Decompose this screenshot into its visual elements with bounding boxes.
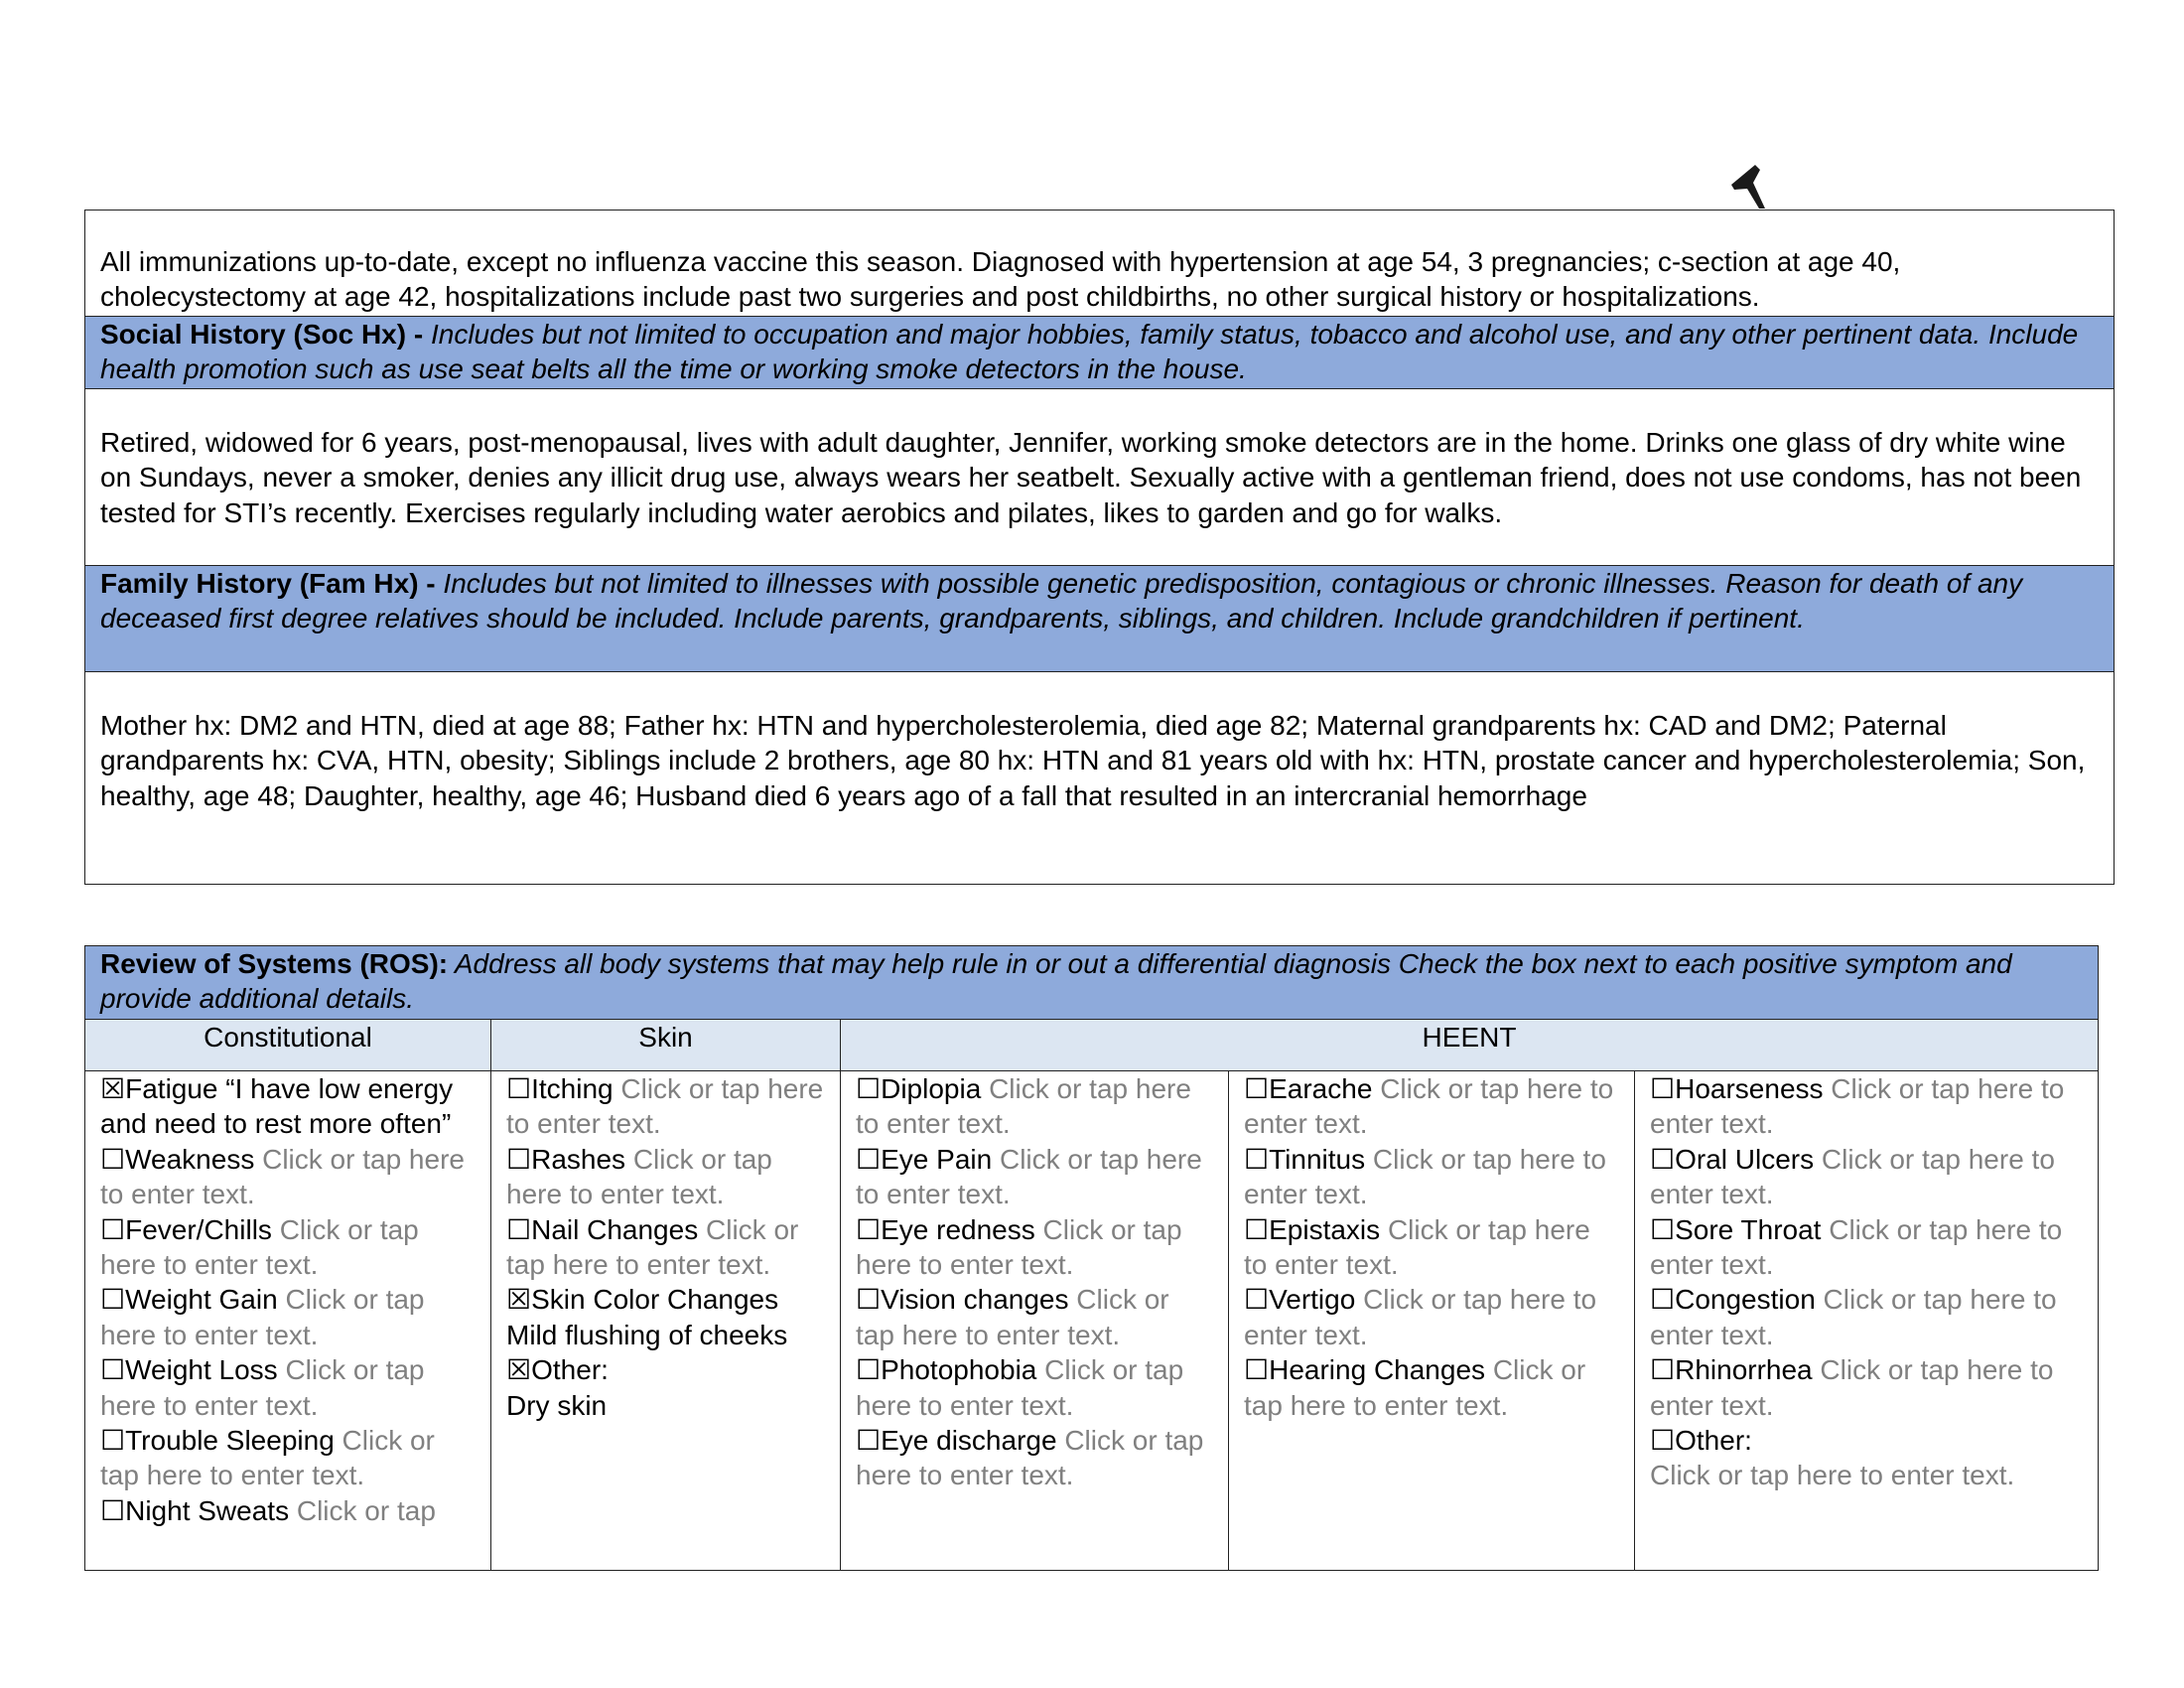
detail-input-placeholder[interactable]: Click or tap here to enter text.	[856, 1284, 1169, 1350]
detail-input-placeholder[interactable]: Click or tap here to enter text.	[100, 1354, 425, 1421]
ros-item	[1650, 1142, 2083, 1212]
ros-item	[100, 1142, 476, 1212]
ros-item	[1244, 1071, 1619, 1142]
symptom-label: Oral Ulcers	[1675, 1143, 1815, 1175]
detail-input-placeholder[interactable]: Click or tap here to enter text.	[1650, 1143, 2055, 1210]
unchecked-checkbox[interactable]: ☐	[1650, 1213, 1676, 1245]
ros-column-heent-eyes	[841, 1071, 1229, 1570]
symptom-label: Tinnitus	[1269, 1143, 1366, 1175]
ros-column-constitutional	[85, 1071, 491, 1570]
unchecked-checkbox[interactable]: ☐	[506, 1143, 532, 1175]
header-constitutional: Constitutional	[85, 1020, 491, 1071]
ros-item	[1244, 1212, 1619, 1283]
ros-title: Review of Systems (ROS):	[100, 948, 449, 979]
symptom-label: Night Sweats	[125, 1494, 290, 1526]
symptom-label: Congestion	[1675, 1284, 1816, 1316]
ros-item	[856, 1142, 1213, 1212]
family-history-header	[85, 565, 2114, 672]
unchecked-checkbox[interactable]: ☐	[1650, 1354, 1676, 1386]
ros-item	[1244, 1282, 1619, 1352]
unchecked-checkbox[interactable]: ☐	[1244, 1284, 1270, 1316]
symptom-detail[interactable]: Dry skin	[506, 1389, 608, 1421]
detail-input-placeholder[interactable]: Click or tap here to enter text.	[1650, 1284, 2057, 1350]
ros-column-heent-ears-nose	[1229, 1071, 1635, 1570]
symptom-label: Skin Color Changes	[531, 1284, 779, 1316]
family-history-instructions: Includes but not limited to illnesses with possible genetic predisposition, contagious or chronic illnesses. Reason for death of any deceased first degree relatives should be included. Include parents, grandparents, siblings, and children. Include grandchildren if pertinent.	[100, 568, 2023, 634]
unchecked-checkbox[interactable]: ☐	[856, 1073, 882, 1104]
detail-input-placeholder[interactable]: Click or tap here to enter text.	[1244, 1284, 1597, 1350]
ros-item	[1650, 1212, 2083, 1283]
header-skin: Skin	[491, 1020, 841, 1071]
symptom-label: Diplopia	[881, 1073, 982, 1104]
symptom-label: Fatigue “I have low energy and need to rest more often”	[100, 1073, 454, 1140]
unchecked-checkbox[interactable]: ☐	[1650, 1284, 1676, 1316]
ros-item	[506, 1352, 825, 1423]
ros-item	[506, 1142, 825, 1212]
symptom-label: Weight Gain	[125, 1284, 278, 1316]
unchecked-checkbox[interactable]: ☐	[100, 1425, 126, 1457]
symptom-label: Earache	[1269, 1073, 1373, 1104]
ros-item	[1650, 1352, 2083, 1423]
detail-input-placeholder[interactable]: Click or tap here to enter text.	[1244, 1213, 1590, 1281]
immunization-history-cell[interactable]	[85, 211, 2114, 317]
unchecked-checkbox[interactable]: ☐	[1244, 1143, 1270, 1175]
unchecked-checkbox[interactable]: ☐	[1244, 1213, 1270, 1245]
ros-item	[856, 1352, 1213, 1423]
detail-input-placeholder[interactable]: Click or tap here to enter text.	[506, 1073, 824, 1140]
unchecked-checkbox[interactable]: ☐	[100, 1143, 126, 1175]
ros-item	[100, 1071, 476, 1142]
symptom-label: Sore Throat	[1675, 1213, 1822, 1245]
review-of-systems-table	[84, 945, 2099, 1571]
symptom-label: Rashes	[531, 1143, 626, 1175]
ros-item	[856, 1423, 1213, 1493]
unchecked-checkbox[interactable]: ☐	[100, 1354, 126, 1386]
ros-item	[506, 1212, 825, 1283]
social-history-instructions: Includes but not limited to occupation and major hobbies, family status, tobacco and alcohol use, and any other pertinent data. Include health promotion such as use seat belts all the time or working smoke detectors in the house.	[100, 319, 2079, 385]
detail-input-placeholder[interactable]: Click or tap	[296, 1494, 436, 1526]
family-history-title: Family History (Fam Hx) -	[100, 568, 436, 599]
social-history-title: Social History (Soc Hx) -	[100, 319, 424, 350]
family-history-cell[interactable]	[85, 672, 2114, 884]
unchecked-checkbox[interactable]: ☐	[100, 1284, 126, 1316]
ros-item	[100, 1212, 476, 1283]
detail-input-placeholder[interactable]: Click or tap here to enter text.	[1650, 1460, 2015, 1491]
ros-column-skin	[491, 1071, 841, 1570]
symptom-label: Hoarseness	[1675, 1073, 1824, 1104]
symptom-label: Fever/Chills	[125, 1213, 272, 1245]
symptom-label: Hearing Changes	[1269, 1354, 1486, 1386]
symptom-label: Other:	[531, 1354, 609, 1386]
ros-item	[1244, 1142, 1619, 1212]
social-history-text: Retired, widowed for 6 years, post-menopausal, lives with adult daughter, Jennifer, working smoke detectors are in the home. Drinks one glass of dry white wine on Sundays, never a smoker, denies any illicit drug use, always wears her seatbelt. Sexually active with a gentleman friend, does not use condoms, has not been tested for STI’s recently. Exercises regularly including water aerobics and pilates, likes to garden and go for walks.	[100, 427, 2082, 528]
symptom-label: Weakness	[125, 1143, 255, 1175]
detail-input-placeholder[interactable]: Click or tap here to enter text.	[506, 1143, 772, 1210]
detail-input-placeholder[interactable]: Click or tap here to enter text.	[1244, 1143, 1606, 1210]
ros-item	[856, 1071, 1213, 1142]
ros-item	[100, 1423, 476, 1493]
symptom-label: Weight Loss	[125, 1354, 278, 1386]
family-history-text: Mother hx: DM2 and HTN, died at age 88; Father hx: HTN and hypercholesterolemia, died age 82; Maternal grandparents hx: CAD and DM2; Paternal grandparents hx: CVA, HTN, obesity; Siblings include 2 brothers, age 80 hx: HTN and 81 years old with hx: HTN, prostate cancer and hypercholesterolemia; Son, healthy, age 48; Daughter, healthy, age 46; Husband died 6 years ago of a fall that resulted in an intercranial hemorrhage	[100, 710, 2086, 811]
ros-item	[100, 1493, 476, 1528]
history-table	[84, 210, 2115, 885]
ros-column-heent-throat	[1635, 1071, 2098, 1570]
unchecked-checkbox[interactable]: ☐	[1650, 1073, 1676, 1104]
unchecked-checkbox[interactable]: ☐	[856, 1354, 882, 1386]
unchecked-checkbox[interactable]: ☐	[1244, 1073, 1270, 1104]
symptom-label: Photophobia	[881, 1354, 1037, 1386]
detail-input-placeholder[interactable]: Click or tap here to enter text.	[856, 1073, 1191, 1140]
ros-item	[506, 1282, 825, 1352]
symptom-label: Eye discharge	[881, 1425, 1057, 1457]
checked-checkbox[interactable]: ☒	[100, 1073, 126, 1104]
detail-input-placeholder[interactable]: Click or tap here to enter text.	[100, 1284, 425, 1350]
detail-input-placeholder[interactable]: Click or tap here to enter text.	[1650, 1073, 2065, 1140]
symptom-label: Rhinorrhea	[1675, 1354, 1813, 1386]
detail-input-placeholder[interactable]: Click or tap here to enter text.	[856, 1425, 1204, 1491]
detail-input-placeholder[interactable]: Click or tap here to enter text.	[100, 1213, 419, 1281]
detail-input-placeholder[interactable]: Click or tap here to enter text.	[856, 1213, 1182, 1281]
unchecked-checkbox[interactable]: ☐	[1650, 1425, 1676, 1457]
ros-item	[856, 1212, 1213, 1283]
ros-instructions: Address all body systems that may help rule in or out a differential diagnosis Check the box next to each positive symptom and provide additional details.	[100, 948, 2012, 1015]
unchecked-checkbox[interactable]: ☐	[856, 1284, 882, 1316]
detail-input-placeholder[interactable]: Click or tap here to enter text.	[100, 1425, 435, 1491]
ros-item	[1650, 1423, 2083, 1493]
symptom-detail[interactable]: Mild flushing of cheeks	[506, 1319, 788, 1350]
symptom-label: Other:	[1675, 1425, 1752, 1457]
header-heent: HEENT	[841, 1020, 2098, 1071]
unchecked-checkbox[interactable]: ☐	[1650, 1143, 1676, 1175]
symptom-label: Epistaxis	[1269, 1213, 1381, 1245]
checked-checkbox[interactable]: ☒	[506, 1354, 532, 1386]
ros-header	[85, 946, 2098, 1020]
social-history-cell[interactable]	[85, 389, 2114, 566]
detail-input-placeholder[interactable]: Click or tap here to enter text.	[1244, 1354, 1586, 1421]
immunization-text: All immunizations up-to-date, except no influenza vaccine this season. Diagnosed with hypertension at age 54, 3 pregnancies; c-section at age 40, cholecystectomy at age 42, hospitalizations include past two surgeries and post childbirths, no other surgical history or hospitalizations.	[100, 246, 1901, 313]
symptom-label: Vision changes	[881, 1284, 1069, 1316]
detail-input-placeholder[interactable]: Click or tap here to enter text.	[1244, 1073, 1614, 1140]
unchecked-checkbox[interactable]: ☐	[1244, 1354, 1270, 1386]
checked-checkbox[interactable]: ☒	[506, 1284, 532, 1316]
social-history-header	[85, 316, 2114, 389]
ros-item	[1650, 1282, 2083, 1352]
symptom-label: Eye redness	[881, 1213, 1035, 1245]
unchecked-checkbox[interactable]: ☐	[856, 1425, 882, 1457]
ros-item	[100, 1282, 476, 1352]
unchecked-checkbox[interactable]: ☐	[856, 1213, 882, 1245]
detail-input-placeholder[interactable]: Click or tap here to enter text.	[856, 1143, 1202, 1210]
detail-input-placeholder[interactable]: Click or tap here to enter text.	[506, 1213, 799, 1281]
unchecked-checkbox[interactable]: ☐	[100, 1494, 126, 1526]
symptom-label: Vertigo	[1269, 1284, 1356, 1316]
ros-item	[100, 1352, 476, 1423]
detail-input-placeholder[interactable]: Click or tap here to enter text.	[100, 1143, 465, 1210]
detail-input-placeholder[interactable]: Click or tap here to enter text.	[1650, 1213, 2063, 1281]
symptom-label: Eye Pain	[881, 1143, 993, 1175]
detail-input-placeholder[interactable]: Click or tap here to enter text.	[1650, 1354, 2054, 1421]
unchecked-checkbox[interactable]: ☐	[506, 1213, 532, 1245]
ros-item	[1650, 1071, 2083, 1142]
symptom-label: Itching	[531, 1073, 614, 1104]
detail-input-placeholder[interactable]: Click or tap here to enter text.	[856, 1354, 1184, 1421]
ros-item	[856, 1282, 1213, 1352]
cursor-mark-icon	[1725, 159, 1781, 211]
symptom-label: Trouble Sleeping	[125, 1425, 335, 1457]
unchecked-checkbox[interactable]: ☐	[506, 1073, 532, 1104]
symptom-label: Nail Changes	[531, 1213, 699, 1245]
unchecked-checkbox[interactable]: ☐	[856, 1143, 882, 1175]
ros-item	[506, 1071, 825, 1142]
unchecked-checkbox[interactable]: ☐	[100, 1213, 126, 1245]
ros-item	[1244, 1352, 1619, 1423]
